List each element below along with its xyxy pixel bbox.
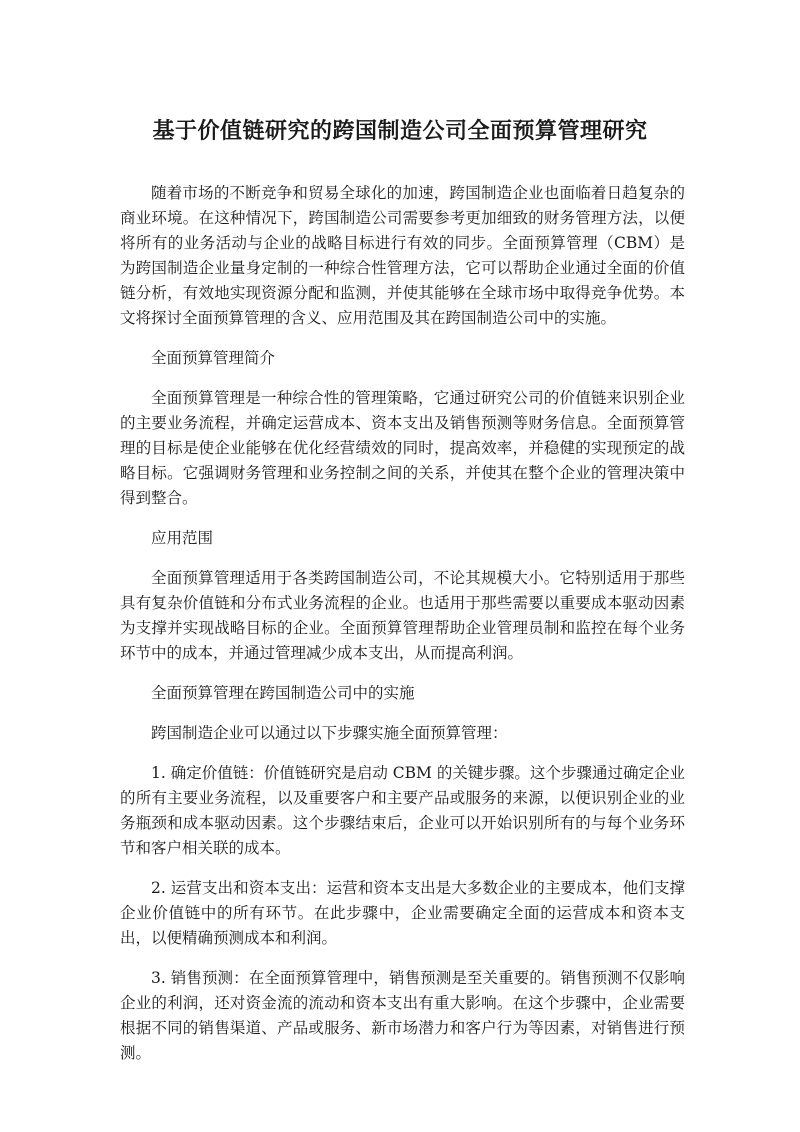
overview-paragraph: 全面预算管理是一种综合性的管理策略，它通过研究公司的价值链来识别企业的主要业务流程，并确定运营成本、资本支出及销售预测等财务信息。全面预算管理的目标是使企业能够在优化经营绩效的同时，提高效率，并稳健的实现预定的战略目标。它强调财务管理和业务控制之间的关系，并使其在整个企业的管理决策中得到整合。	[120, 389, 685, 507]
section-heading-implementation: 全面预算管理在跨国制造公司中的实施	[151, 684, 415, 702]
document-body	[120, 181, 685, 1081]
section-heading-scope: 应用范围	[151, 529, 214, 547]
step-3-paragraph: 3. 销售预测：在全面预算管理中，销售预测是至关重要的。销售预测不仅影响企业的利润，还对资金流的流动和资本支出有重大影响。在这个步骤中，企业需要根据不同的销售渠道、产品或服务、新市场潜力和客户行为等因素，对销售进行预测。	[120, 969, 685, 1062]
implementation-intro: 跨国制造企业可以通过以下步骤实施全面预算管理：	[151, 724, 508, 742]
document-title: 基于价值链研究的跨国制造公司全面预算管理研究	[152, 118, 648, 144]
step-1-paragraph: 1. 确定价值链：价值链研究是启动 CBM 的关键步骤。这个步骤通过确定企业的所有主要业务流程，以及重要客户和主要产品或服务的来源，以便识别企业的业务瓶颈和成本驱动因素。这个步骤结束后，企业可以开始识别所有的与每个业务环节和客户相关联的成本。	[120, 764, 685, 857]
scope-paragraph: 全面预算管理适用于各类跨国制造公司，不论其规模大小。它特别适用于那些具有复杂价值链和分布式业务流程的企业。也适用于那些需要以重要成本驱动因素为支撑并实现战略目标的企业。全面预算管理帮助企业管理员制和监控在每个业务环节中的成本，并通过管理减少成本支出，从而提高利润。	[120, 569, 685, 662]
step-2-paragraph: 2. 运营支出和资本支出：运营和资本支出是大多数企业的主要成本，他们支撑企业价值链中的所有环节。在此步骤中，企业需要确定全面的运营成本和资本支出，以便精确预测成本和利润。	[120, 879, 685, 947]
intro-paragraph: 随着市场的不断竞争和贸易全球化的加速，跨国制造企业也面临着日趋复杂的商业环境。在这种情况下，跨国制造公司需要参考更加细致的财务管理方法，以便将所有的业务活动与企业的战略目标进行有效的同步。全面预算管理（CBM）是为跨国制造企业量身定制的一种综合性管理方法，它可以帮助企业通过全面的价值链分析，有效地实现资源分配和监测，并使其能够在全球市场中取得竞争优势。本文将探讨全面预算管理的含义、应用范围及其在跨国制造公司中的实施。	[120, 184, 685, 327]
section-heading-overview: 全面预算管理简介	[151, 349, 276, 367]
